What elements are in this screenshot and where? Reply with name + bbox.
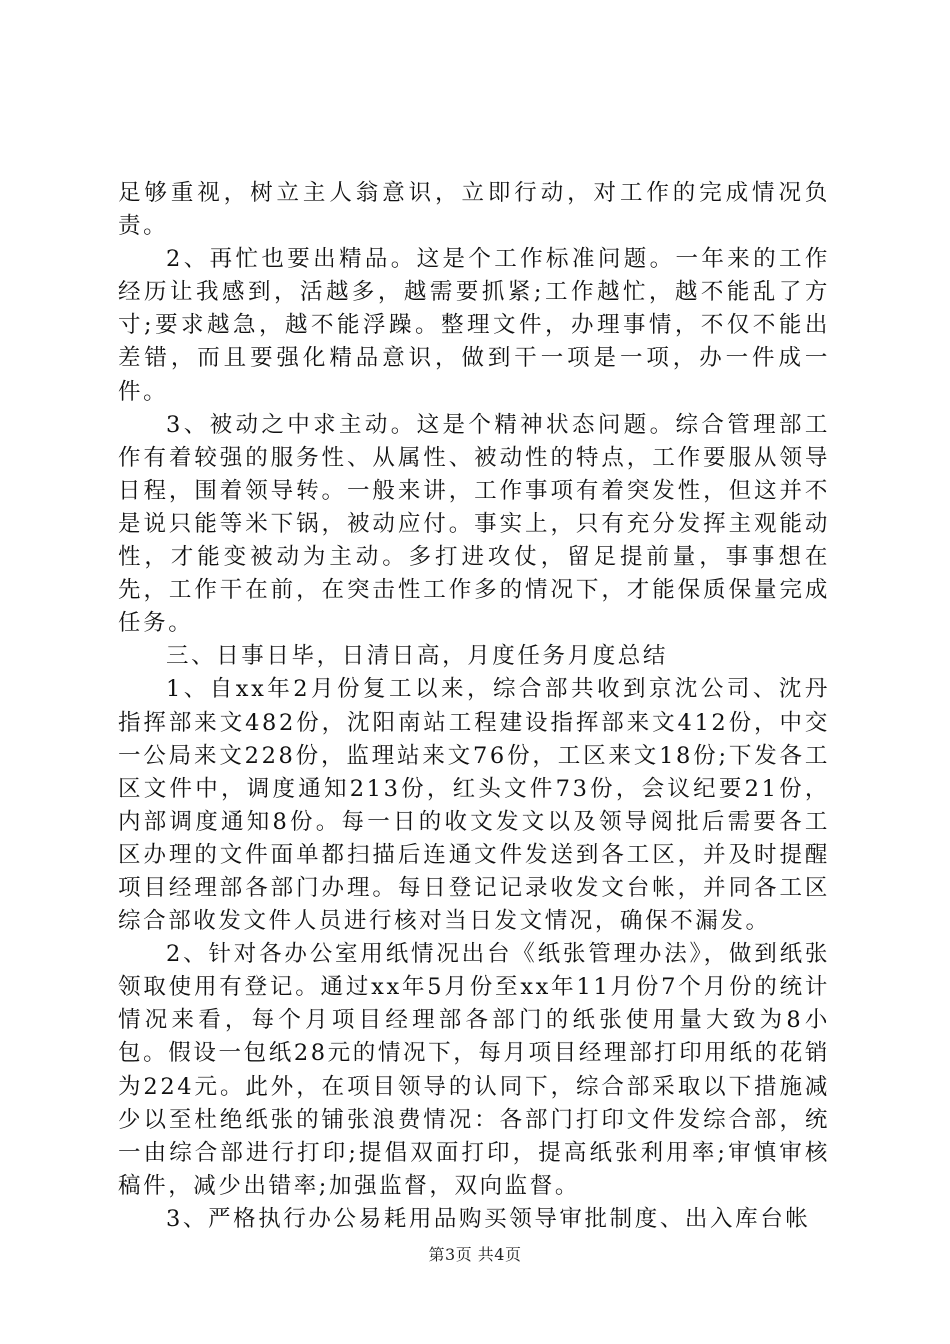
- page-number-footer: 第3页 共4页: [428, 1245, 522, 1264]
- paragraph-item-3-initiative: 3、被动之中求主动。这是个精神状态问题。综合管理部工作有着较强的服务性、从属性、被动性的特点，工作要服从领导日程，围着领导转。一般来讲，工作事项有着突发性，但这并不是说只能等米下锅，被动应付。事实上，只有充分发挥主观能动性，才能变被动为主动。多打进攻仗，留足提前量，事事想在先，工作干在前，在突击性工作多的情况下，才能保质保量完成任务。: [118, 411, 830, 637]
- section-heading-three: 三、日事日毕，日清日高，月度任务月度总结: [166, 643, 669, 670]
- paragraph-continuation: 足够重视，树立主人翁意识，立即行动，对工作的完成情况负责。: [118, 180, 830, 240]
- paragraph-item-1-documents: 1、自xx年2月份复工以来，综合部共收到京沈公司、沈丹指挥部来文482份，沈阳南站工程建设指挥部来文412份，中交一公局来文228份，监理站来文76份，工区来文18份;下发各工区文件中，调度通知213份，红头文件73份，会议纪要21份，内部调度通知8份。每一日的收文发文以及领导阅批后需要各工区办理的文件面单都扫描后连通文件发送到各工区，并及时提醒项目经理部各部门办理。每日登记记录收发文台帐，并同各工区综合部收发文件人员进行核对当日发文情况，确保不漏发。: [118, 676, 830, 935]
- paragraph-item-3-supplies: 3、严格执行办公易耗用品购买领导审批制度、出入库台帐: [166, 1205, 811, 1232]
- document-body: [118, 177, 830, 1236]
- paragraph-item-2-quality: 2、再忙也要出精品。这是个工作标准问题。一年来的工作经历让我感到，活越多，越需要抓紧;工作越忙，越不能乱了方寸;要求越急，越不能浮躁。整理文件，办理事情，不仅不能出差错，而且要强化精品意识，做到干一项是一项，办一件成一件。: [118, 246, 830, 405]
- paragraph-item-2-paper: 2、针对各办公室用纸情况出台《纸张管理办法》，做到纸张领取使用有登记。通过xx年5月份至xx年11月份7个月份的统计情况来看，每个月项目经理部各部门的纸张使用量大致为8小包。假设一包纸28元的情况下，每月项目经理部打印用纸的花销为224元。此外，在项目领导的认同下，综合部采取以下措施减少以至杜绝纸张的铺张浪费情况：各部门打印文件发综合部，统一由综合部进行打印;提倡双面打印，提高纸张利用率;审慎审核稿件，减少出错率;加强监督，双向监督。: [118, 941, 830, 1199]
